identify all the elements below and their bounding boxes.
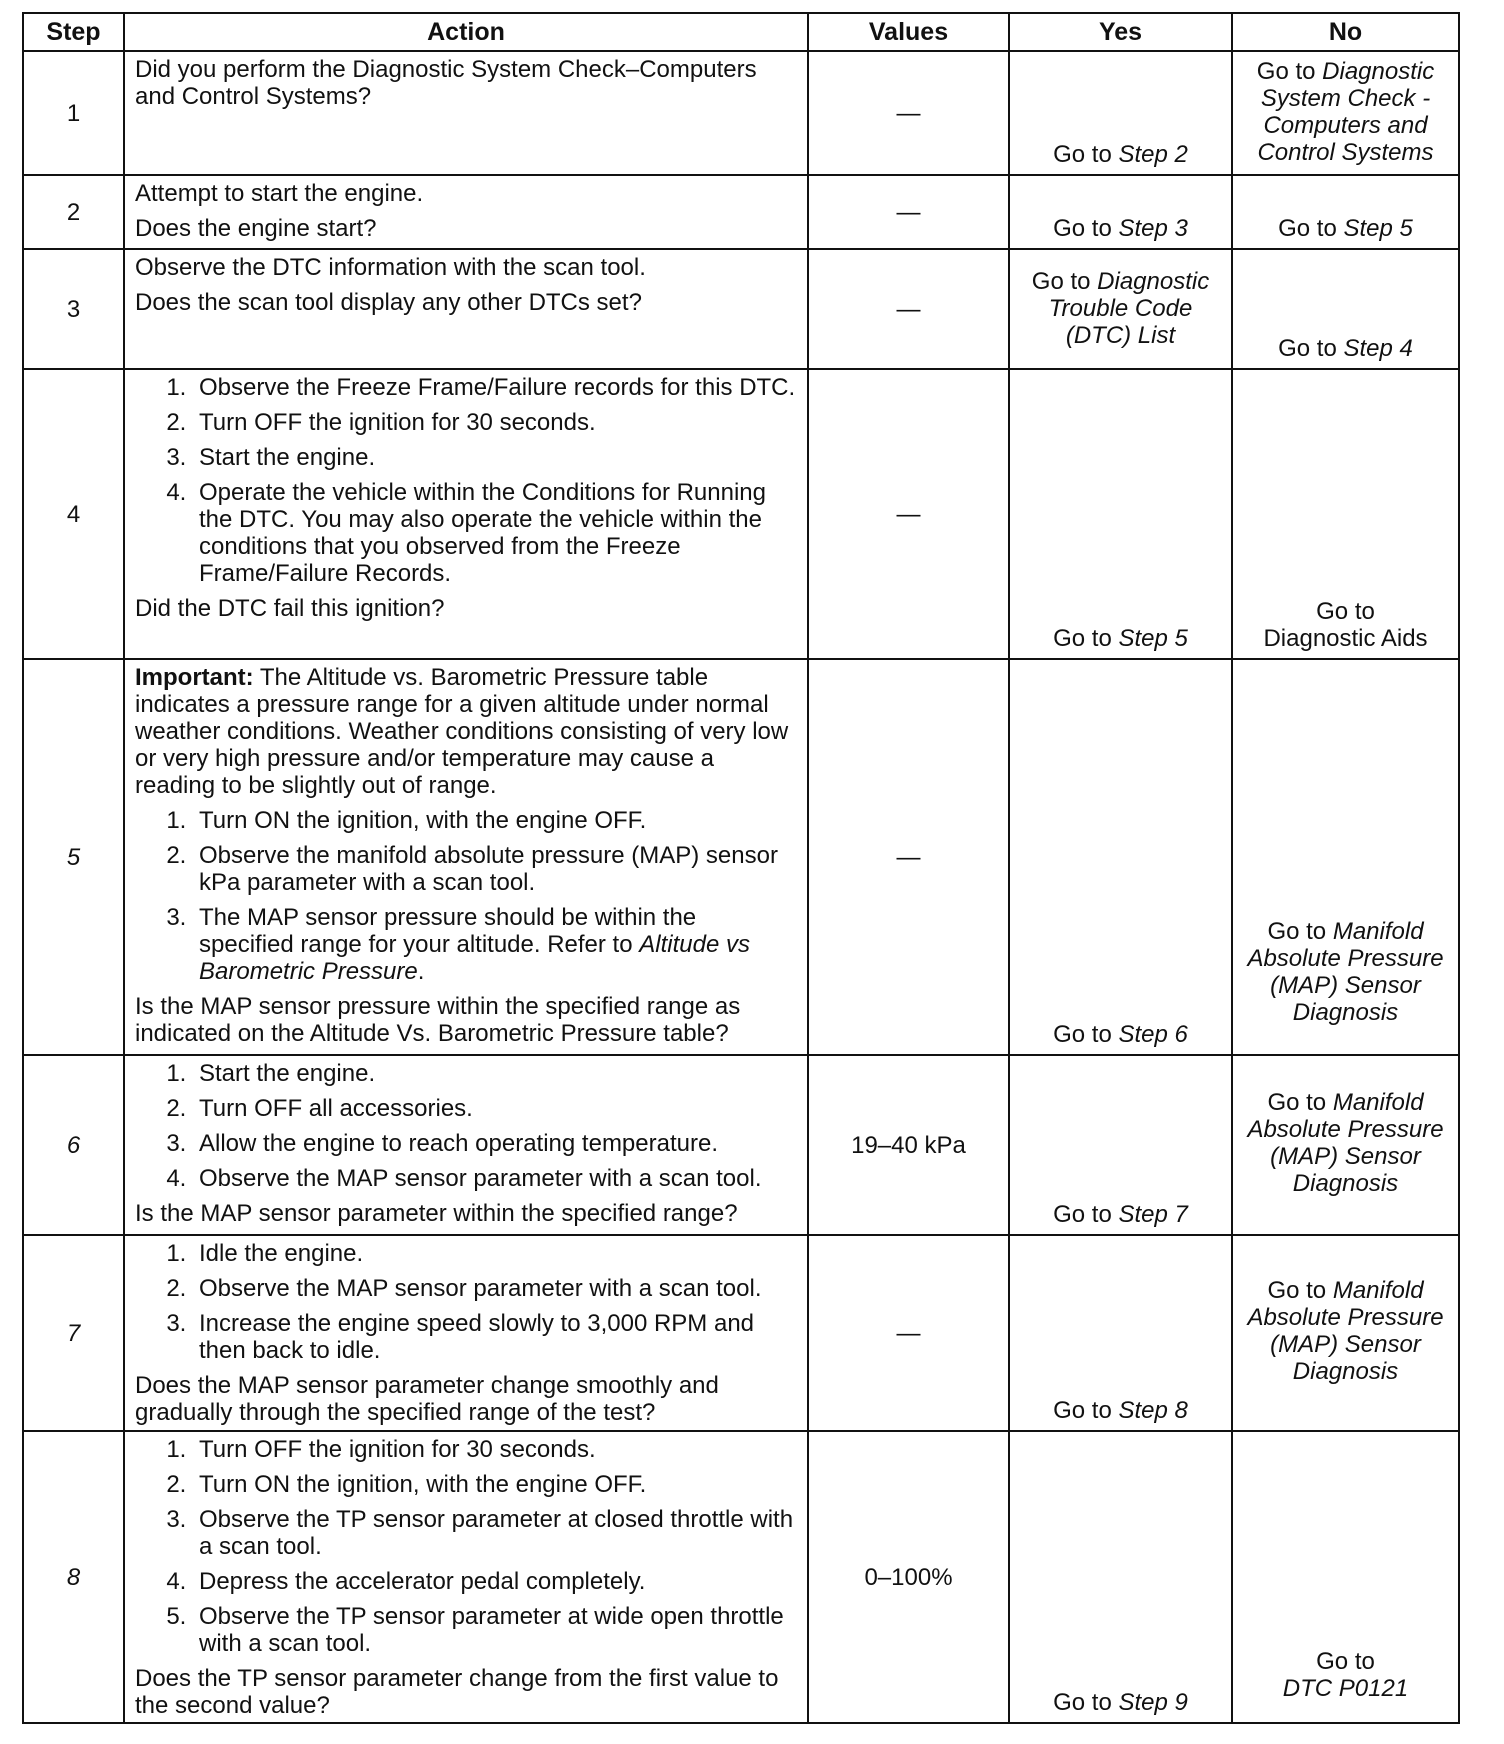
step-number: 7 bbox=[23, 1235, 124, 1431]
step-number: 1 bbox=[23, 51, 124, 175]
diagnostic-table bbox=[22, 12, 1460, 1724]
action-cell bbox=[124, 1235, 808, 1431]
action-step: 3. Start the engine. bbox=[193, 444, 797, 471]
no-link[interactable]: Diagnostic System Check - Computers and Control Systems bbox=[1257, 58, 1435, 166]
action-cell bbox=[124, 175, 808, 249]
action-cell bbox=[124, 1055, 808, 1235]
yes-link[interactable]: Step 9 bbox=[1118, 1689, 1188, 1716]
no-link[interactable]: Diagnostic Aids bbox=[1263, 625, 1428, 652]
table-row-step-8 bbox=[23, 1431, 1459, 1723]
action-steps bbox=[135, 1240, 797, 1364]
yes-link[interactable]: Step 5 bbox=[1118, 625, 1188, 652]
no-cell bbox=[1232, 175, 1459, 249]
step-number: 6 bbox=[23, 1055, 124, 1235]
yes-link[interactable]: Step 6 bbox=[1118, 1021, 1188, 1048]
value-cell: — bbox=[808, 51, 1009, 175]
action-question: Does the scan tool display any other DTCs set? bbox=[135, 289, 642, 316]
action-step: 3. The MAP sensor pressure should be within the specified range for your altitude. Refer to Altitude vs Barometric Pressure. bbox=[193, 904, 797, 985]
action-step: 2. Turn ON the ignition, with the engine OFF. bbox=[193, 1471, 797, 1498]
go-to-label: Go to bbox=[1267, 1277, 1327, 1304]
table-row-step-7 bbox=[23, 1235, 1459, 1431]
action-step: 2. Turn OFF all accessories. bbox=[193, 1095, 797, 1122]
action-step: 1. Turn OFF the ignition for 30 seconds. bbox=[193, 1436, 797, 1463]
table-row-step-3 bbox=[23, 249, 1459, 369]
yes-link[interactable]: Step 2 bbox=[1118, 141, 1188, 168]
header-step: Step bbox=[23, 13, 124, 51]
no-link[interactable]: Manifold Absolute Pressure (MAP) Sensor Diagnosis bbox=[1247, 1277, 1444, 1385]
action-instruction: Attempt to start the engine. bbox=[135, 180, 424, 207]
yes-cell bbox=[1009, 1055, 1232, 1235]
value-cell: — bbox=[808, 659, 1009, 1055]
go-to-label: Go to bbox=[1053, 1397, 1112, 1424]
action-question: Does the engine start? bbox=[135, 215, 377, 242]
no-link[interactable]: Manifold Absolute Pressure (MAP) Sensor Diagnosis bbox=[1247, 1089, 1444, 1197]
yes-cell bbox=[1009, 51, 1232, 175]
no-cell bbox=[1232, 249, 1459, 369]
go-to-label: Go to bbox=[1053, 141, 1112, 168]
header-action: Action bbox=[124, 13, 808, 51]
no-cell bbox=[1232, 659, 1459, 1055]
action-steps bbox=[135, 1060, 797, 1192]
action-step-text: The MAP sensor pressure should be within the specified range for your altitude. Refer to bbox=[199, 904, 697, 958]
go-to-label: Go to bbox=[1031, 268, 1091, 295]
action-cell bbox=[124, 249, 808, 369]
action-step: 4. Operate the vehicle within the Conditions for Running the DTC. You may also operate the vehicle within the conditions that you observed from the Freeze Frame/Failure Records. bbox=[193, 479, 797, 587]
action-question: Did the DTC fail this ignition? bbox=[135, 595, 445, 622]
action-cell bbox=[124, 1431, 808, 1723]
go-to-label: Go to bbox=[1316, 1648, 1375, 1675]
yes-cell bbox=[1009, 369, 1232, 659]
action-step: 5. Observe the TP sensor parameter at wide open throttle with a scan tool. bbox=[193, 1603, 797, 1657]
yes-cell bbox=[1009, 175, 1232, 249]
yes-link[interactable]: Diagnostic Trouble Code (DTC) List bbox=[1048, 268, 1210, 349]
value-cell: 19–40 kPa bbox=[808, 1055, 1009, 1235]
action-step: 1. Turn ON the ignition, with the engine OFF. bbox=[193, 807, 797, 834]
no-link[interactable]: Step 4 bbox=[1343, 335, 1413, 362]
action-steps bbox=[135, 374, 797, 587]
go-to-label: Go to bbox=[1053, 1689, 1112, 1716]
step-number: 2 bbox=[23, 175, 124, 249]
action-instruction: Observe the DTC information with the scan tool. bbox=[135, 254, 646, 281]
value-cell: — bbox=[808, 1235, 1009, 1431]
altitude-table-link[interactable]: Altitude vs Barometric Pressure bbox=[199, 931, 750, 985]
go-to-label: Go to bbox=[1053, 215, 1112, 242]
no-cell bbox=[1232, 369, 1459, 659]
table-row-step-4 bbox=[23, 369, 1459, 659]
go-to-label: Go to bbox=[1316, 598, 1375, 625]
yes-link[interactable]: Step 7 bbox=[1118, 1201, 1188, 1228]
go-to-label: Go to bbox=[1053, 625, 1112, 652]
important-label: Important: bbox=[135, 664, 254, 691]
go-to-label: Go to bbox=[1267, 1089, 1327, 1116]
action-step: 2. Observe the MAP sensor parameter with a scan tool. bbox=[193, 1275, 797, 1302]
go-to-label: Go to bbox=[1278, 335, 1337, 362]
action-question: Does the MAP sensor parameter change smoothly and gradually through the specified range of the test? bbox=[135, 1372, 719, 1426]
action-step: 1. Idle the engine. bbox=[193, 1240, 797, 1267]
action-question: Is the MAP sensor parameter within the specified range? bbox=[135, 1200, 738, 1227]
go-to-label: Go to bbox=[1053, 1021, 1112, 1048]
action-step: 3. Increase the engine speed slowly to 3,000 RPM and then back to idle. bbox=[193, 1310, 797, 1364]
action-cell bbox=[124, 51, 808, 175]
action-step: 2. Observe the manifold absolute pressure (MAP) sensor kPa parameter with a scan tool. bbox=[193, 842, 797, 896]
table-row-step-2 bbox=[23, 175, 1459, 249]
table-row-step-1 bbox=[23, 51, 1459, 175]
action-step: 3. Observe the TP sensor parameter at closed throttle with a scan tool. bbox=[193, 1506, 797, 1560]
table-row-step-6 bbox=[23, 1055, 1459, 1235]
no-link[interactable]: DTC P0121 bbox=[1282, 1675, 1409, 1702]
action-step: 4. Depress the accelerator pedal completely. bbox=[193, 1568, 797, 1595]
action-step: 3. Allow the engine to reach operating temperature. bbox=[193, 1130, 797, 1157]
header-no: No bbox=[1232, 13, 1459, 51]
value-cell: — bbox=[808, 175, 1009, 249]
action-step: 2. Turn OFF the ignition for 30 seconds. bbox=[193, 409, 797, 436]
no-cell bbox=[1232, 1431, 1459, 1723]
yes-link[interactable]: Step 3 bbox=[1118, 215, 1188, 242]
no-link[interactable]: Step 5 bbox=[1343, 215, 1413, 242]
table-row-step-5 bbox=[23, 659, 1459, 1055]
important-note bbox=[135, 664, 797, 799]
yes-cell bbox=[1009, 1431, 1232, 1723]
action-cell bbox=[124, 369, 808, 659]
value-cell: — bbox=[808, 249, 1009, 369]
header-values: Values bbox=[808, 13, 1009, 51]
no-link[interactable]: Manifold Absolute Pressure (MAP) Sensor Diagnosis bbox=[1247, 918, 1444, 1026]
step-number: 8 bbox=[23, 1431, 124, 1723]
action-question: Did you perform the Diagnostic System Check–Computers and Control Systems? bbox=[135, 56, 757, 110]
header-row bbox=[23, 13, 1459, 51]
action-question: Is the MAP sensor pressure within the specified range as indicated on the Altitude Vs. Barometric Pressure table? bbox=[135, 993, 741, 1047]
step-number: 3 bbox=[23, 249, 124, 369]
yes-link[interactable]: Step 8 bbox=[1118, 1397, 1188, 1424]
yes-cell bbox=[1009, 249, 1232, 369]
no-cell bbox=[1232, 1055, 1459, 1235]
go-to-label: Go to bbox=[1267, 918, 1327, 945]
important-text: The Altitude vs. Barometric Pressure table indicates a pressure range for a given altitude under normal weather conditions. Weather conditions consisting of very low or very high pressure and/or temperature may cause a reading to be slightly out of range. bbox=[135, 664, 789, 799]
action-steps bbox=[135, 1436, 797, 1657]
action-step: 1. Observe the Freeze Frame/Failure records for this DTC. bbox=[193, 374, 797, 401]
no-cell bbox=[1232, 51, 1459, 175]
action-cell bbox=[124, 659, 808, 1055]
value-cell: — bbox=[808, 369, 1009, 659]
yes-cell bbox=[1009, 1235, 1232, 1431]
value-cell: 0–100% bbox=[808, 1431, 1009, 1723]
action-steps bbox=[135, 807, 797, 985]
go-to-label: Go to bbox=[1256, 58, 1316, 85]
action-step: 4. Observe the MAP sensor parameter with a scan tool. bbox=[193, 1165, 797, 1192]
step-number: 4 bbox=[23, 369, 124, 659]
no-cell bbox=[1232, 1235, 1459, 1431]
action-step: 1. Start the engine. bbox=[193, 1060, 797, 1087]
header-yes: Yes bbox=[1009, 13, 1232, 51]
yes-cell bbox=[1009, 659, 1232, 1055]
step-number: 5 bbox=[23, 659, 124, 1055]
go-to-label: Go to bbox=[1278, 215, 1337, 242]
action-question: Does the TP sensor parameter change from the first value to the second value? bbox=[135, 1665, 779, 1719]
go-to-label: Go to bbox=[1053, 1201, 1112, 1228]
